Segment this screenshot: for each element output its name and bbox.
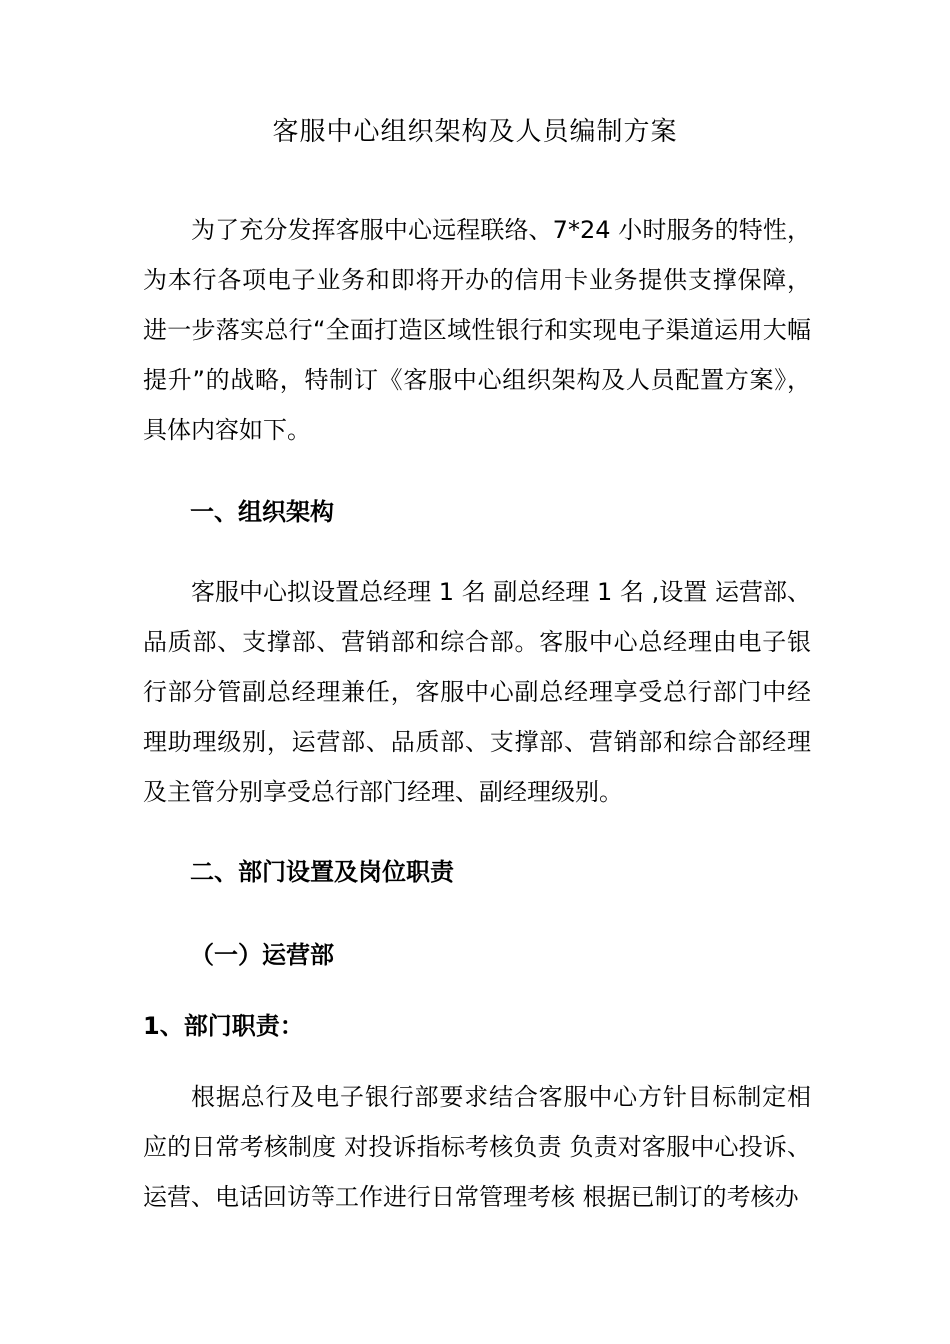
- section-heading-org: 一、组织架构: [190, 498, 334, 526]
- dept-duties-paragraph: 根据总行及电子银行部要求结合客服中心方针目标制定相应的日常考核制度 对投诉指标考核负责 负责对客服中心投诉、运营、电话回访等工作进行日常管理考核 根据已制订的考核办: [143, 1083, 811, 1211]
- document-title: 客服中心组织架构及人员编制方案: [272, 117, 678, 147]
- section-heading-departments: 二、部门设置及岗位职责: [190, 858, 454, 886]
- item-heading-dept-duties: 1、部门职责：: [143, 1012, 304, 1040]
- subheading-operations-dept: （一）运营部: [190, 941, 334, 969]
- intro-paragraph: 为了充分发挥客服中心远程联络、7*24 小时服务的特性，为本行各项电子业务和即将开办的信用卡业务提供支撑保障，进一步落实总行“全面打造区域性银行和实现电子渠道运用大幅提升”的战略，特制订《客服中心组织架构及人员配置方案》，具体内容如下。: [143, 216, 811, 444]
- org-structure-paragraph: 客服中心拟设置总经理 1 名 副总经理 1 名 ,设置 运营部、品质部、支撑部、营销部和综合部。客服中心总经理由电子银行部分管副总经理兼任，客服中心副总经理享受总行部门中经理助理级别，运营部、品质部、支撑部、营销部和综合部经理及主管分别享受总行部门经理、副经理级别。: [143, 578, 811, 806]
